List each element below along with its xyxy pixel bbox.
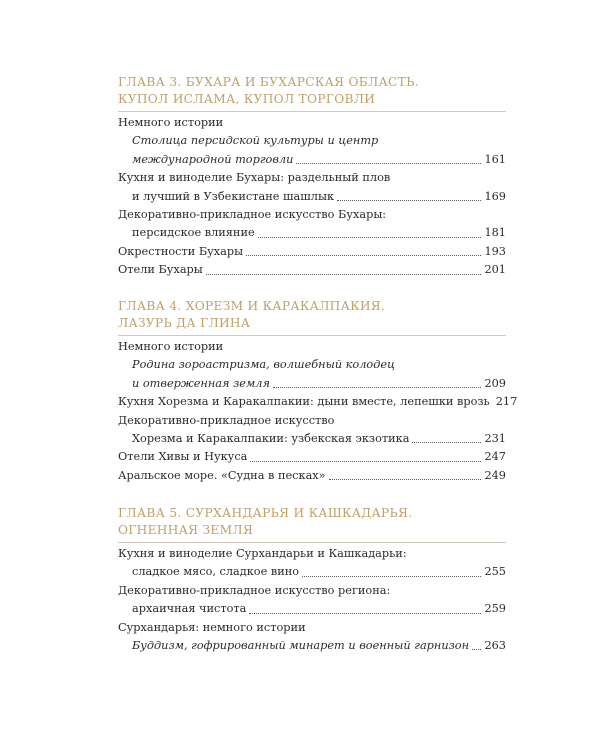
chapter-divider: [118, 542, 506, 543]
toc-entry-label: Буддизм, гофрированный минарет и военный гарнизон: [132, 639, 470, 653]
dot-leader: [296, 162, 481, 164]
dot-leader: [246, 254, 481, 256]
toc-entry-label: и отверженная земля: [132, 376, 270, 390]
page-number: 209: [484, 376, 506, 390]
toc-entry-label: архаичная чистота: [132, 602, 247, 616]
toc-entry[interactable]: [118, 261, 506, 279]
page-number: 259: [484, 602, 506, 616]
chapter-subtitle: ОГНЕННАЯ ЗЕМЛЯ: [118, 523, 253, 537]
toc-entry-label: Декоративно-прикладное искусство региона:: [118, 583, 391, 597]
toc-entry-label: Отели Бухары: [118, 263, 203, 277]
page-number: 247: [484, 450, 506, 464]
toc-entry[interactable]: [118, 393, 518, 411]
chapter-3: [118, 74, 506, 280]
toc-entry-label: Аральское море. «Судна в песках»: [118, 468, 326, 482]
toc-entry-label: и лучший в Узбекистане шашлык: [132, 189, 335, 203]
page-number: 181: [484, 226, 506, 240]
dot-leader: [329, 478, 482, 480]
chapter-4: [118, 298, 518, 485]
toc-entry-label: Немного истории: [118, 116, 224, 129]
dot-leader: [302, 575, 481, 577]
toc-entry-label: Родина зороастризма, волшебный колодец: [132, 358, 395, 372]
toc-entry-label: Хорезма и Каракалпакии: узбекская экзотика: [132, 432, 410, 446]
toc-entry[interactable]: [118, 412, 506, 430]
chapter-title: ГЛАВА 3. БУХАРА И БУХАРСКАЯ ОБЛАСТЬ.: [118, 75, 419, 89]
toc-entry[interactable]: [118, 582, 506, 600]
toc-entry-label: Сурхандарья: немного истории: [118, 620, 306, 634]
toc-entry[interactable]: [118, 132, 506, 150]
toc-entry[interactable]: [118, 151, 506, 169]
toc-entry-label: Кухня Хорезма и Каракалпакии: дыни вместе, лепешки врозь: [118, 395, 490, 409]
chapter-5: [118, 505, 506, 655]
toc-entry[interactable]: [118, 224, 506, 242]
dot-leader: [337, 199, 481, 201]
chapter-divider: [118, 111, 506, 112]
dot-leader: [249, 612, 481, 614]
toc-entry[interactable]: [118, 430, 506, 448]
toc-entry-label: международной торговли: [132, 152, 294, 166]
page-number: 263: [484, 639, 506, 653]
page-number: 231: [484, 432, 506, 446]
chapter-title: ГЛАВА 5. СУРХАНДАРЬЯ И КАШКАДАРЬЯ.: [118, 506, 413, 520]
page-number: 255: [484, 565, 506, 579]
dot-leader: [472, 648, 481, 650]
toc-entry-label: Кухня и виноделие Бухары: раздельный плов: [118, 171, 391, 185]
toc-entry-label: персидское влияние: [132, 226, 255, 240]
page-number: 193: [484, 244, 506, 258]
toc-entry[interactable]: [118, 375, 506, 393]
dot-leader: [412, 441, 481, 443]
toc-entry-label: Немного истории: [118, 340, 224, 353]
dot-leader: [206, 273, 482, 275]
toc-entry[interactable]: [118, 619, 506, 637]
dot-leader: [273, 386, 481, 388]
toc-entry-label: Отели Хивы и Нукуса: [118, 450, 248, 464]
toc-entry[interactable]: [118, 448, 506, 466]
toc-entry[interactable]: [118, 206, 506, 224]
page-number: 161: [484, 152, 506, 166]
chapter-subtitle: КУПОЛ ИСЛАМА, КУПОЛ ТОРГОВЛИ: [118, 92, 376, 106]
page-number: 201: [484, 263, 506, 277]
dot-leader: [250, 460, 481, 462]
toc-entry[interactable]: [118, 637, 506, 655]
toc-entry[interactable]: [118, 563, 506, 581]
toc-entry[interactable]: [118, 600, 506, 618]
toc-entry[interactable]: [118, 243, 506, 261]
chapter-subtitle: ЛАЗУРЬ ДА ГЛИНА: [118, 316, 251, 330]
page-number: 249: [484, 468, 506, 482]
toc-entry[interactable]: [118, 188, 506, 206]
toc-entry[interactable]: [118, 356, 506, 374]
toc-entry-label: Окрестности Бухары: [118, 244, 244, 258]
page-number: 217: [495, 395, 518, 409]
toc-entry-label: сладкое мясо, сладкое вино: [132, 565, 300, 579]
toc-entry-label: Декоративно-прикладное искусство: [118, 413, 335, 427]
page-number: 169: [484, 189, 506, 203]
dot-leader: [258, 236, 482, 238]
chapter-divider: [118, 335, 506, 336]
toc-entry[interactable]: [118, 545, 506, 563]
toc-entry[interactable]: [118, 114, 506, 132]
toc-entry-label: Столица персидской культуры и центр: [132, 134, 379, 148]
toc-entry-label: Кухня и виноделие Сурхандарьи и Кашкадарьи:: [118, 547, 407, 560]
toc-entry-label: Декоративно-прикладное искусство Бухары:: [118, 208, 387, 222]
chapter-title: ГЛАВА 4. ХОРЕЗМ И КАРАКАЛПАКИЯ.: [118, 299, 386, 313]
toc-entry[interactable]: [118, 467, 506, 485]
toc-entry[interactable]: [118, 338, 506, 356]
toc-entry[interactable]: [118, 169, 506, 187]
